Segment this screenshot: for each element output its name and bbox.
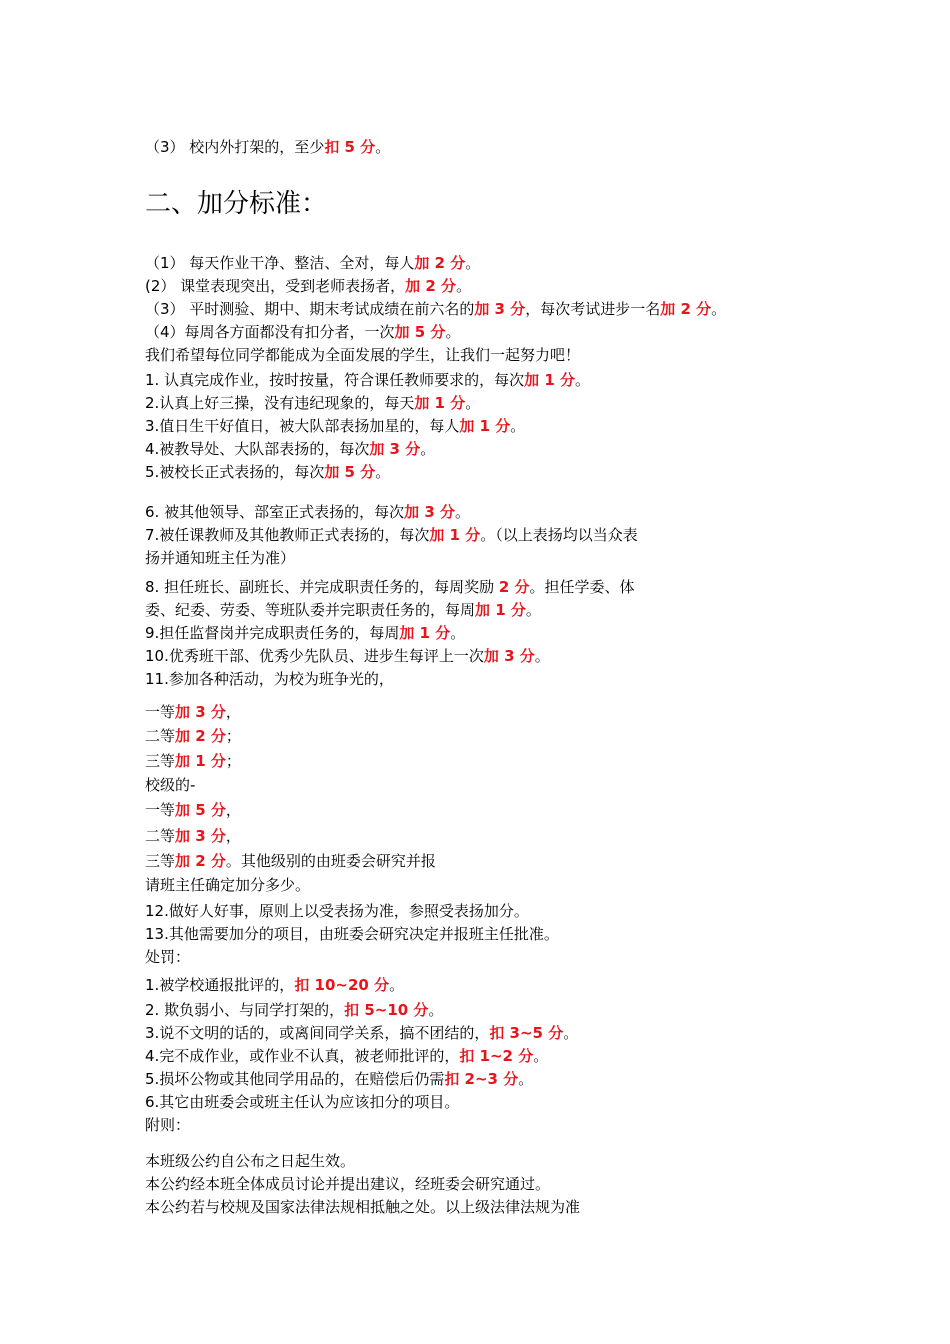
- points: 加 1 分: [475, 601, 526, 619]
- text: ，: [225, 801, 241, 819]
- list-item: [145, 623, 465, 643]
- bonus-std-3: [145, 299, 726, 319]
- section-heading: 二、加分标准：: [145, 189, 328, 219]
- text: （3） 校内外打架的，至少: [145, 138, 325, 156]
- text: 。: [711, 300, 727, 318]
- text: ，每次考试进步一名: [525, 300, 661, 318]
- list-item: [145, 826, 241, 846]
- text: 8. 担任班长、副班长、并完成职责任务的，每周奖励: [145, 578, 499, 596]
- text: 。担任学委、体: [529, 578, 635, 596]
- text: 本班级公约自公布之日起生效。: [145, 1152, 356, 1170]
- text: 。: [450, 624, 466, 642]
- list-item: [145, 702, 241, 722]
- points: 加 3 分: [483, 647, 535, 665]
- text: 1.被学校通报批评的，: [145, 976, 295, 994]
- text: 5.被校长正式表扬的，每次: [145, 463, 325, 481]
- bonus-std-2: [145, 276, 471, 296]
- text: 。: [456, 277, 472, 295]
- list-item: [145, 800, 241, 820]
- list-item: [145, 1174, 550, 1194]
- text: 一等: [145, 703, 176, 721]
- add-points: 加 2 分: [660, 300, 712, 318]
- points: 加 1 分: [459, 417, 511, 435]
- text: 。: [389, 976, 405, 994]
- points: 加 2 分: [175, 727, 226, 745]
- text: 一等: [145, 801, 176, 819]
- text: 。: [428, 1001, 444, 1019]
- points: 扣 10~20 分: [294, 976, 390, 994]
- list-item: [145, 751, 241, 771]
- list-item: [145, 775, 195, 795]
- list-item: [145, 901, 529, 921]
- deduct-points: 扣 5 分: [324, 138, 376, 156]
- add-points: 加 2 分: [414, 254, 466, 272]
- points: 加 1 分: [399, 624, 451, 642]
- text: 扬并通知班主任为准）: [145, 549, 296, 567]
- text: ，: [225, 827, 241, 845]
- list-item: [145, 1115, 190, 1135]
- text: （4）每周各方面都没有扣分者，一次: [145, 323, 395, 341]
- list-item: [145, 1151, 355, 1171]
- points: 加 3 分: [404, 503, 455, 521]
- points: 扣 2~3 分: [444, 1070, 519, 1088]
- text: (2） 课堂表现突出，受到老师表扬者，: [145, 277, 406, 295]
- text: 3.说不文明的话的，或离间同学关系，搞不团结的，: [145, 1024, 490, 1042]
- list-item: [145, 393, 480, 413]
- text: 。: [420, 440, 436, 458]
- text: 三等: [145, 752, 176, 770]
- text: 。: [533, 1047, 549, 1065]
- text: 处罚：: [145, 948, 191, 966]
- text: 。: [510, 417, 526, 435]
- text: 附则：: [145, 1116, 191, 1134]
- text: 。: [518, 1070, 534, 1088]
- list-item: [145, 525, 638, 545]
- hope-text: 我们希望每位同学都能成为全面发展的学生，让我们一起努力吧！: [145, 346, 581, 364]
- text: ；: [225, 727, 241, 745]
- text: ，: [225, 703, 241, 721]
- list-item: [145, 1092, 459, 1112]
- text: 。: [525, 601, 541, 619]
- text: 。: [465, 394, 481, 412]
- text: 。: [534, 647, 550, 665]
- points: 加 3 分: [175, 827, 226, 845]
- list-item: [145, 370, 590, 390]
- text: 13.其他需要加分的项目，由班委会研究决定并报班主任批准。: [145, 925, 559, 943]
- list-item: [145, 1000, 443, 1020]
- text: 。（以上表扬均以当众表: [480, 526, 638, 544]
- text: 12.做好人好事，原则上以受表扬为准，参照受表扬加分。: [145, 902, 529, 920]
- points: 扣 1~2 分: [459, 1047, 534, 1065]
- text: 2. 欺负弱小、与同学打架的，: [145, 1001, 345, 1019]
- text: 二等: [145, 727, 176, 745]
- points: 加 1 分: [175, 752, 226, 770]
- add-points: 加 5 分: [394, 323, 446, 341]
- text: 本公约经本班全体成员讨论并提出建议，经班委会研究通过。: [145, 1175, 551, 1193]
- list-item: [145, 502, 470, 522]
- list-item: [145, 1046, 548, 1066]
- list-item: [145, 851, 436, 871]
- points: 扣 3~5 分: [489, 1024, 564, 1042]
- text: 二等: [145, 827, 176, 845]
- text: （3） 平时测验、期中、期末考试成绩在前六名的: [145, 300, 475, 318]
- text: 校级的-: [145, 776, 196, 794]
- text: 。其他级别的由班委会研究并报: [225, 852, 436, 870]
- list-item: [145, 726, 241, 746]
- points: 2 分: [498, 578, 530, 596]
- list-item: [145, 1197, 580, 1217]
- points: 加 5 分: [324, 463, 376, 481]
- list-item: [145, 462, 390, 482]
- text: 。: [454, 503, 470, 521]
- list-item: [145, 875, 310, 895]
- text: 。: [445, 323, 461, 341]
- points: 加 1 分: [524, 371, 575, 389]
- points: 扣 5~10 分: [344, 1001, 429, 1019]
- list-item: [145, 548, 295, 568]
- list-item: [145, 577, 635, 597]
- text: 本公约若与校规及国家法律法规相抵触之处。以上级法律法规为准: [145, 1198, 581, 1216]
- text: （1） 每天作业干净、整洁、全对，每人: [145, 254, 415, 272]
- list-item: [145, 669, 394, 689]
- list-item: [145, 646, 550, 666]
- text: 三等: [145, 852, 176, 870]
- list-item: [145, 439, 435, 459]
- text: 11.参加各种活动，为校为班争光的，: [145, 670, 394, 688]
- text: 4.完不成作业，或作业不认真，被老师批评的，: [145, 1047, 460, 1065]
- points: 加 1 分: [414, 394, 466, 412]
- text: 。: [574, 371, 590, 389]
- list-item: [145, 947, 190, 967]
- points: 加 3 分: [369, 440, 421, 458]
- bonus-std-4: [145, 322, 460, 342]
- text: 。: [465, 254, 481, 272]
- text: 7.被任课教师及其他教师正式表扬的，每次: [145, 526, 430, 544]
- text: 5.损坏公物或其他同学用品的，在赔偿后仍需: [145, 1070, 445, 1088]
- points: 加 3 分: [175, 703, 226, 721]
- text: 。: [563, 1024, 579, 1042]
- points: 加 2 分: [175, 852, 226, 870]
- list-item: [145, 1023, 578, 1043]
- text: 4.被教导处、大队部表扬的，每次: [145, 440, 370, 458]
- list-item: [145, 924, 559, 944]
- add-points: 加 2 分: [405, 277, 457, 295]
- bonus-std-1: [145, 253, 480, 273]
- list-item: [145, 416, 525, 436]
- text: 委、纪委、劳委、等班队委并完职责任务的，每周: [145, 601, 476, 619]
- points: 加 5 分: [175, 801, 226, 819]
- text: 6. 被其他领导、部室正式表扬的，每次: [145, 503, 405, 521]
- penalty-item-3: [145, 137, 390, 157]
- text: 3.值日生干好值日，被大队部表扬加星的，每人: [145, 417, 460, 435]
- text: 。: [375, 138, 391, 156]
- text: 6.其它由班委会或班主任认为应该扣分的项目。: [145, 1093, 460, 1111]
- text: 2.认真上好三操，没有违纪现象的，每天: [145, 394, 415, 412]
- list-item: [145, 600, 541, 620]
- text: 9.担任监督岗并完成职责任务的，每周: [145, 624, 400, 642]
- text: 10.优秀班干部、优秀少先队员、进步生每评上一次: [145, 647, 484, 665]
- text: ；: [225, 752, 241, 770]
- text: 请班主任确定加分多少。: [145, 876, 311, 894]
- text: 1. 认真完成作业，按时按量，符合课任教师要求的，每次: [145, 371, 525, 389]
- points: 加 1 分: [429, 526, 481, 544]
- list-item: [145, 975, 404, 995]
- text: 。: [375, 463, 391, 481]
- list-item: [145, 1069, 533, 1089]
- add-points: 加 3 分: [474, 300, 526, 318]
